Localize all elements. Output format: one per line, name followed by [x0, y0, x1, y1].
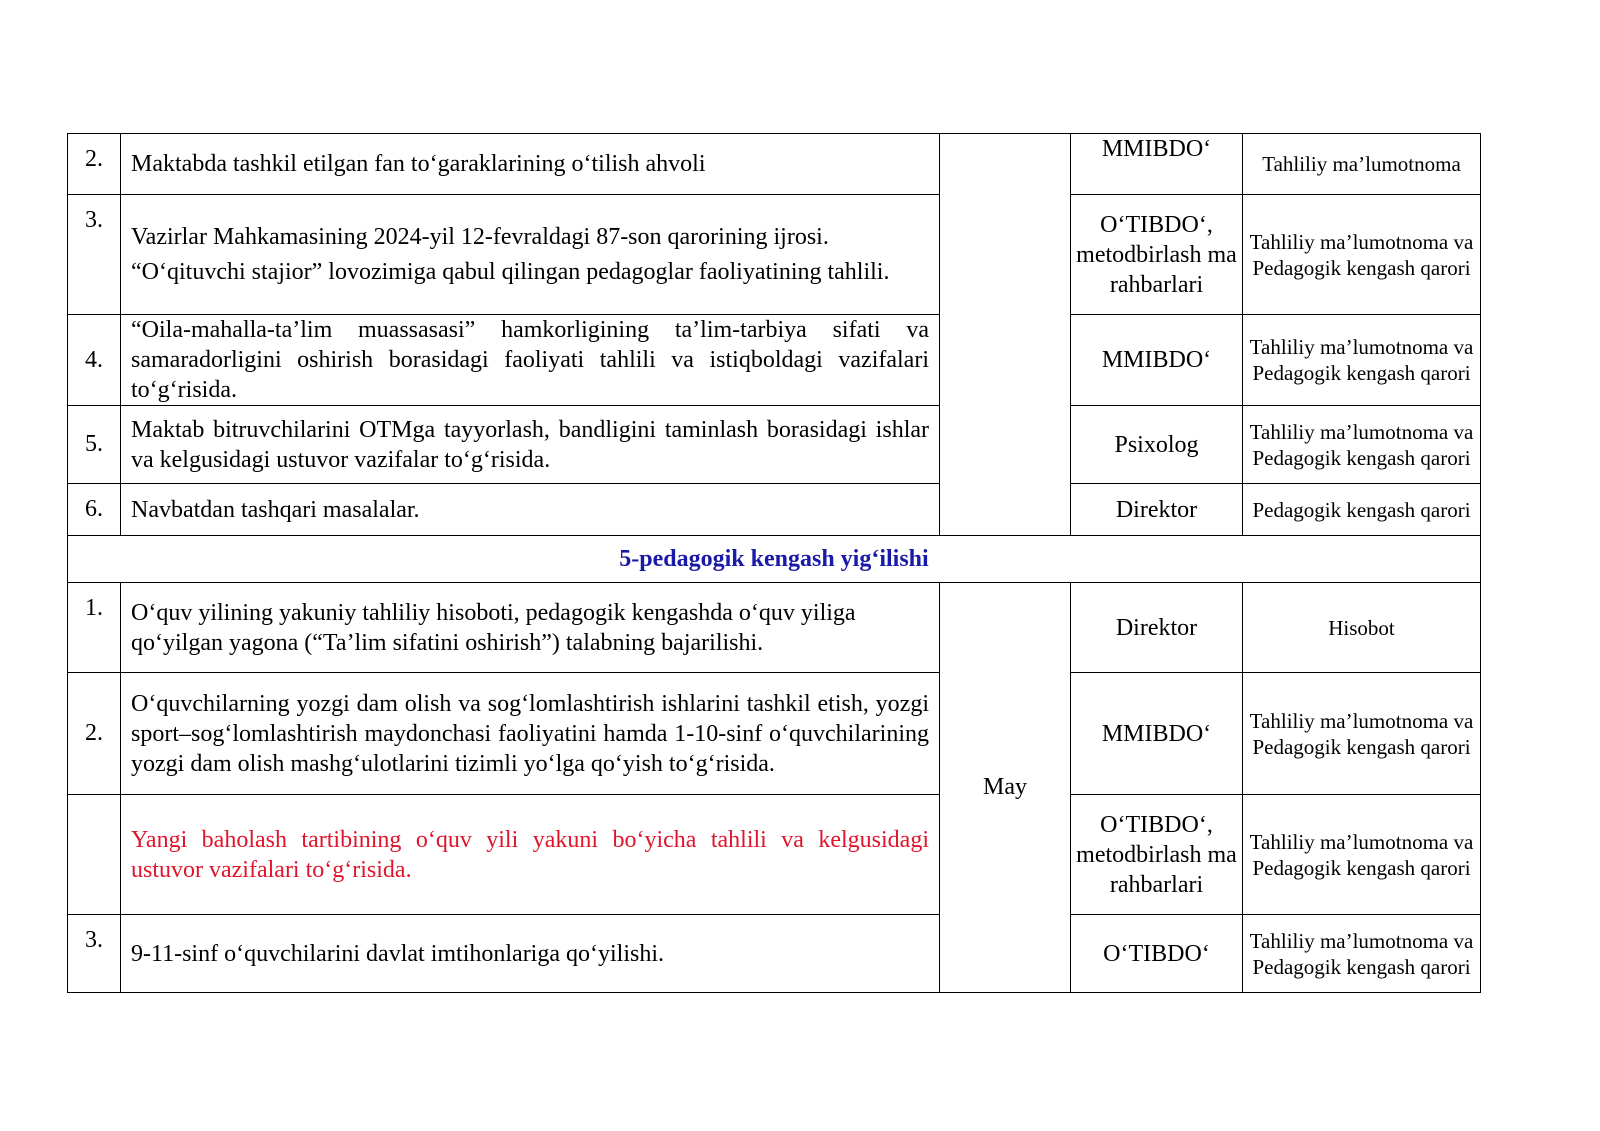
table-row — [68, 795, 1481, 915]
row-task: 9-11-sinf o‘quvchilarini davlat imtihonlariga qo‘yilishi. — [121, 915, 940, 993]
row-responsible: O‘TIBDO‘ — [1071, 915, 1243, 993]
row-number: 1. — [68, 583, 121, 673]
table-row — [68, 406, 1481, 484]
row-form: Tahliliy ma’lumotnoma va Pedagogik kengash qarori — [1243, 673, 1481, 795]
row-form: Tahliliy ma’lumotnoma va Pedagogik kengash qarori — [1243, 195, 1481, 315]
table-row — [68, 134, 1481, 195]
row-number: 3. — [68, 195, 121, 315]
row-task: Maktabda tashkil etilgan fan to‘garaklarining o‘tilish ahvoli — [121, 134, 940, 195]
row-responsible: O‘TIBDO‘, metodbirlash ma rahbarlari — [1071, 195, 1243, 315]
row-responsible: MMIBDO‘ — [1071, 134, 1243, 195]
section-title: 5-pedagogik kengash yig‘ilishi — [68, 536, 1481, 583]
row-task: Maktab bitruvchilarini OTMga tayyorlash, bandligini taminlash borasidagi ishlar va kelgusidagi ustuvor vazifalar to‘g‘risida. — [121, 406, 940, 484]
table-row — [68, 195, 1481, 315]
row-date — [940, 134, 1071, 536]
row-task: O‘quvchilarning yozgi dam olish va sog‘lomlashtirish ishlarini tashkil etish, yozgi sport–sog‘lomlashtirish maydonchasi faoliyatini hamda 1-10-sinf o‘quvchilarining yozgi dam olish mashg‘ulotlarini tizimli yo‘lga qo‘yish to‘g‘risida. — [121, 673, 940, 795]
row-task: “Oila-mahalla-ta’lim muassasasi” hamkorligining ta’lim-tarbiya sifati va samaradorligini oshirish borasidagi faoliyati tahlili va istiqboldagi vazifalari to‘g‘risida. — [121, 315, 940, 406]
row-task: Vazirlar Mahkamasining 2024-yil 12-fevraldagi 87-son qarorining ijrosi. “O‘qituvchi stajior” lovozimiga qabul qilingan pedagoglar faoliyatining tahlili. — [121, 195, 940, 315]
section-row — [68, 536, 1481, 583]
table-row — [68, 484, 1481, 536]
row-form: Tahliliy ma’lumotnoma va Pedagogik kengash qarori — [1243, 406, 1481, 484]
row-number: 2. — [68, 673, 121, 795]
row-responsible: Direktor — [1071, 583, 1243, 673]
row-number: 2. — [68, 134, 121, 195]
row-responsible: Psixolog — [1071, 406, 1243, 484]
row-responsible: MMIBDO‘ — [1071, 315, 1243, 406]
table-row — [68, 673, 1481, 795]
row-form: Pedagogik kengash qarori — [1243, 484, 1481, 536]
table-row — [68, 915, 1481, 993]
row-form: Tahliliy ma’lumotnoma — [1243, 134, 1481, 195]
table-row — [68, 583, 1481, 673]
plan-table — [67, 133, 1481, 993]
row-task: O‘quv yilining yakuniy tahliliy hisoboti, pedagogik kengashda o‘quv yiliga qo‘yilgan yagona (“Ta’lim sifatini oshirish”) talabning bajarilishi. — [121, 583, 940, 673]
row-number: 4. — [68, 315, 121, 406]
row-number: 3. — [68, 915, 121, 993]
row-form: Tahliliy ma’lumotnoma va Pedagogik kengash qarori — [1243, 315, 1481, 406]
row-form: Tahliliy ma’lumotnoma va Pedagogik kengash qarori — [1243, 795, 1481, 915]
row-task: Navbatdan tashqari masalalar. — [121, 484, 940, 536]
row-number: 6. — [68, 484, 121, 536]
row-responsible: O‘TIBDO‘, metodbirlash ma rahbarlari — [1071, 795, 1243, 915]
row-form: Tahliliy ma’lumotnoma va Pedagogik kengash qarori — [1243, 915, 1481, 993]
row-number — [68, 795, 121, 915]
row-responsible: MMIBDO‘ — [1071, 673, 1243, 795]
row-task-highlight: Yangi baholash tartibining o‘quv yili yakuni bo‘yicha tahlili va kelgusidagi ustuvor vazifalari to‘g‘risida. — [121, 795, 940, 915]
row-date: May — [940, 583, 1071, 993]
row-number: 5. — [68, 406, 121, 484]
row-responsible: Direktor — [1071, 484, 1243, 536]
row-form: Hisobot — [1243, 583, 1481, 673]
table-row — [68, 315, 1481, 406]
